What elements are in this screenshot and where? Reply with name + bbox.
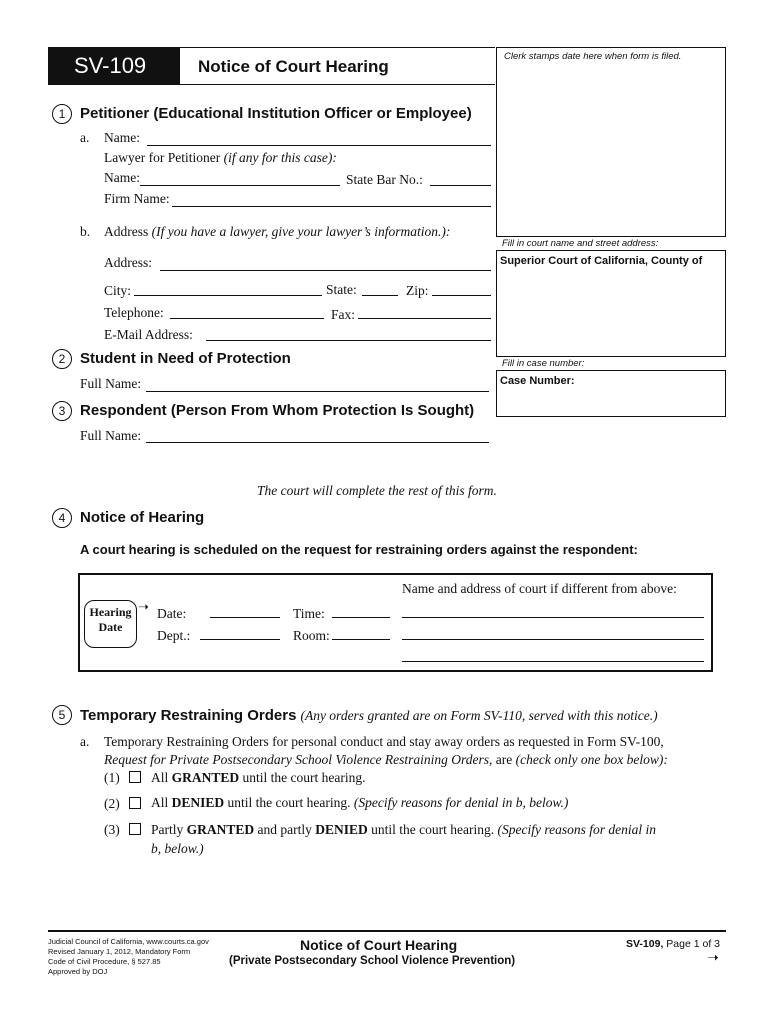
- opt2-bold: DENIED: [171, 795, 225, 810]
- s5-a-letter: a.: [80, 734, 90, 749]
- s1-lawyer-name-label: Name:: [104, 170, 140, 185]
- hearing-time-field[interactable]: [332, 617, 390, 618]
- student-full-name-field[interactable]: [146, 391, 489, 392]
- opt3-text: [151, 822, 656, 838]
- alt-court-line-3[interactable]: [402, 661, 704, 662]
- opt2-pre: All: [151, 795, 169, 810]
- email-field[interactable]: [206, 340, 491, 341]
- clerk-stamp-note: Clerk stamps date here when form is filed.: [504, 51, 682, 62]
- opt3-pre: Partly: [151, 822, 184, 837]
- address-note: (If you have a lawyer, give your lawyer’s information.):: [151, 224, 451, 239]
- s1-lawyer-label: [104, 150, 337, 166]
- s1-firm-label: Firm Name:: [104, 191, 170, 206]
- fax-field[interactable]: [358, 318, 491, 319]
- hearing-badge-line1: Hearing: [89, 605, 132, 619]
- s3-full-name-label: Full Name:: [80, 428, 142, 443]
- form-id: SV-109: [74, 53, 147, 78]
- state-bar-field[interactable]: [430, 185, 491, 186]
- opt1-text: [151, 770, 366, 786]
- court-box-label: Superior Court of California, County of: [500, 255, 703, 267]
- opt3-note2: b, below.): [151, 841, 204, 856]
- firm-name-field[interactable]: [172, 206, 491, 207]
- opt3-bold2: DENIED: [315, 822, 368, 837]
- section-2-number: 2: [52, 349, 72, 369]
- hearing-room-field[interactable]: [332, 639, 390, 640]
- section-4-subtitle: A court hearing is scheduled on the request for restraining orders against the respondent:: [80, 542, 638, 557]
- s5-a-text: Temporary Restraining Orders for personal conduct and stay away orders as requested in Form SV-100,: [104, 734, 664, 749]
- all-denied-checkbox[interactable]: [129, 797, 141, 809]
- page-title: Notice of Court Hearing: [198, 57, 389, 76]
- court-box-hint: Fill in court name and street address:: [502, 238, 659, 249]
- lawyer-note: (if any for this case):: [223, 150, 337, 165]
- s4-alt-court-label: Name and address of court if different from above:: [402, 581, 677, 596]
- opt1-pre: All: [151, 770, 169, 785]
- lawyer-name-field[interactable]: [140, 185, 340, 186]
- section-4-number: 4: [52, 508, 72, 528]
- hearing-date-field[interactable]: [210, 617, 280, 618]
- section-5-title: Temporary Restraining Orders: [80, 707, 297, 724]
- opt1-bold: GRANTED: [171, 770, 240, 785]
- footer-rule: [48, 930, 726, 932]
- case-box-hint: Fill in case number:: [502, 358, 585, 369]
- section-3-title: Respondent (Person From Whom Protection Is Sought): [80, 402, 475, 419]
- case-box-label: Case Number:: [500, 375, 575, 387]
- form-id-badge: [48, 48, 180, 84]
- footer-title: Notice of Court Hearing: [300, 937, 458, 953]
- footer-legal: [48, 937, 209, 977]
- alt-court-line-2[interactable]: [402, 639, 704, 640]
- footer-line-1: Judicial Council of California, www.courts.ca.gov: [48, 937, 209, 946]
- header-rule-bottom: [48, 84, 495, 85]
- partly-granted-checkbox[interactable]: [129, 823, 141, 835]
- s1-b-letter: b.: [80, 224, 91, 239]
- header-rule: [48, 47, 495, 48]
- hearing-date-badge: [84, 600, 137, 648]
- s5-a-text-line2: [104, 752, 668, 768]
- s4-dept-label: Dept.:: [157, 628, 191, 643]
- address-intro-text: Address: [104, 224, 149, 239]
- opt1-number: (1): [104, 770, 120, 785]
- s2-full-name-label: Full Name:: [80, 376, 142, 391]
- address-field[interactable]: [160, 270, 491, 271]
- opt2-text: [151, 795, 568, 811]
- state-field[interactable]: [362, 295, 398, 296]
- s1-zip-label: Zip:: [406, 283, 429, 298]
- s1-state-bar-label: State Bar No.:: [346, 172, 423, 187]
- footer-line-3: Code of Civil Procedure, § 527.85: [48, 957, 161, 966]
- s4-time-label: Time:: [293, 606, 325, 621]
- footer-line-2: Revised January 1, 2012, Mandatory Form: [48, 947, 191, 956]
- telephone-field[interactable]: [170, 318, 324, 319]
- opt3-mid: and partly: [257, 822, 312, 837]
- all-granted-checkbox[interactable]: [129, 771, 141, 783]
- footer-form-id: SV-109,: [626, 938, 664, 950]
- petitioner-name-field[interactable]: [147, 145, 491, 146]
- s1-name-label: Name:: [104, 130, 140, 145]
- respondent-full-name-field[interactable]: [146, 442, 489, 443]
- s1-email-label: E-Mail Address:: [104, 327, 193, 342]
- alt-court-line-1[interactable]: [402, 617, 704, 618]
- zip-field[interactable]: [432, 295, 491, 296]
- s1-address-label: Address:: [104, 255, 152, 270]
- city-field[interactable]: [134, 295, 322, 296]
- hearing-badge-line2: Date: [98, 620, 123, 634]
- opt3-number: (3): [104, 822, 120, 837]
- s1-state-label: State:: [326, 282, 357, 297]
- lawyer-label-text: Lawyer for Petitioner: [104, 150, 221, 165]
- s1-a-letter: a.: [80, 130, 90, 145]
- section-3-number: 3: [52, 401, 72, 421]
- court-complete-note: The court will complete the rest of this form.: [257, 483, 497, 498]
- section-1-number: 1: [52, 104, 72, 124]
- section-2-title: Student in Need of Protection: [80, 350, 291, 367]
- s4-room-label: Room:: [293, 628, 330, 643]
- s5-a-italic: Request for Private Postsecondary School Violence Restraining Orders,: [104, 752, 493, 767]
- opt2-number: (2): [104, 796, 120, 811]
- section-4-title: Notice of Hearing: [80, 509, 205, 526]
- opt2-post: until the court hearing.: [227, 795, 351, 810]
- s1-city-label: City:: [104, 283, 132, 298]
- s1-telephone-label: Telephone:: [104, 305, 164, 320]
- opt3-bold1: GRANTED: [186, 822, 255, 837]
- s5-a-are: are: [495, 752, 513, 767]
- opt1-post: until the court hearing.: [242, 770, 366, 785]
- opt3-post: until the court hearing.: [371, 822, 495, 837]
- section-5-title-note: (Any orders granted are on Form SV-110, served with this notice.): [300, 708, 658, 723]
- footer-page: Page 1 of 3: [666, 938, 721, 950]
- footer-subtitle: (Private Postsecondary School Violence Prevention): [229, 955, 516, 967]
- section-5-heading: [80, 707, 658, 725]
- s4-date-label: Date:: [157, 606, 187, 621]
- section-5-number: 5: [52, 705, 72, 725]
- footer-line-4: Approved by DOJ: [48, 967, 108, 976]
- s5-a-note: (check only one box below):: [515, 752, 668, 767]
- section-1-title: Petitioner (Educational Institution Officer or Employee): [80, 105, 472, 122]
- s1-address-intro: [104, 224, 450, 240]
- opt2-note: (Specify reasons for denial in b, below.): [353, 795, 569, 810]
- s1-fax-label: Fax:: [331, 307, 356, 322]
- next-page-arrow-icon[interactable]: ➝: [707, 951, 719, 966]
- opt3-note1: (Specify reasons for denial in: [497, 822, 656, 837]
- clerk-stamp-box: [496, 47, 726, 237]
- footer-page-info: [626, 938, 720, 950]
- arrow-right-icon: ➝: [138, 599, 149, 614]
- hearing-dept-field[interactable]: [200, 639, 280, 640]
